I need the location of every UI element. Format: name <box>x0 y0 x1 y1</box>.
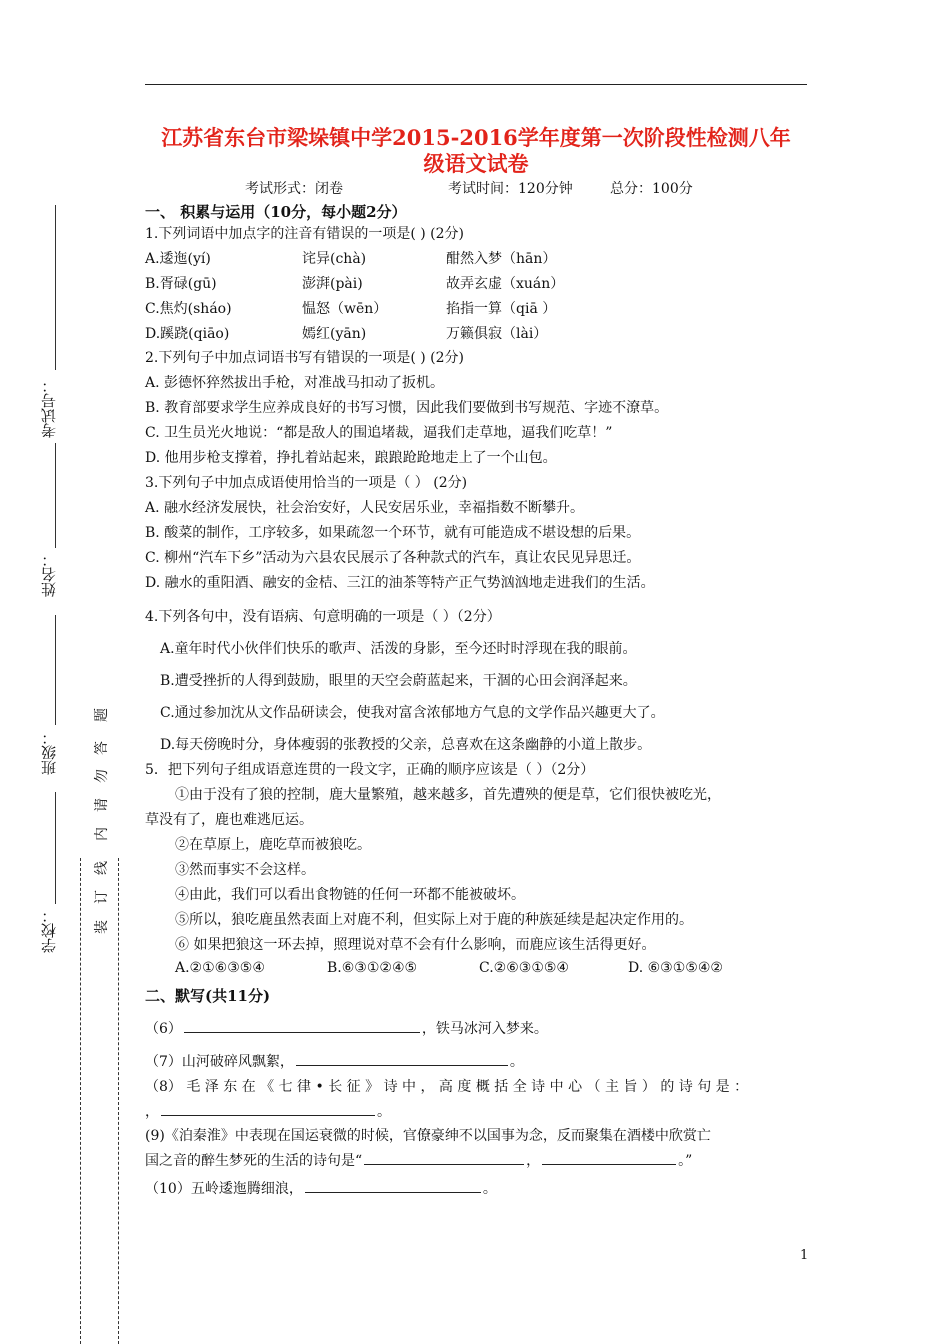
q2-option-a: A. 彭德怀猝然拔出手枪，对准战马扣动了扳机。 <box>145 375 445 391</box>
q2-stem: 2.下列句子中加点词语书写有错误的一项是( ) (2分) <box>145 350 465 366</box>
top-rule <box>145 84 807 85</box>
q4-option-d: D.每天傍晚时分，身体瘦弱的张教授的父亲，总喜欢在这条幽静的小道上散步。 <box>160 737 652 753</box>
q1-row4-col1: D.蹊跷(qiāo) <box>145 326 230 342</box>
q10-answer-blank[interactable] <box>305 1178 481 1193</box>
q9-line2 <box>145 1150 692 1171</box>
exam-no-label: 考试号： <box>40 378 58 438</box>
q1-row4-col2: 嫣红(yān) <box>302 326 367 342</box>
q5-choice-d: D. ⑥③①⑤④② <box>628 960 723 976</box>
q10-prefix: （10）五岭逶迤腾细浪， <box>145 1181 303 1197</box>
exam-no-line <box>55 205 56 370</box>
q9-prefix: 国之音的醉生梦死的生活的诗句是“ <box>145 1153 363 1169</box>
q1-row3-col3: 掐指一算（qiā ） <box>446 301 557 317</box>
q1-row2-col2: 澎湃(pài) <box>302 276 363 292</box>
q8-prefix: ， <box>145 1104 159 1120</box>
q9-answer-blank-1[interactable] <box>364 1150 524 1165</box>
q5-sentence-6: ⑥ 如果把狼这一环去掉，照理说对草不会有什么影响，而鹿应该生活得更好。 <box>175 937 656 953</box>
binding-warning-char-4: 请 <box>94 798 110 812</box>
binding-warning-char-3: 勿 <box>94 769 110 783</box>
q9-suffix: 。” <box>678 1153 693 1169</box>
q3-option-b: B. 酸菜的制作，工序较多，如果疏忽一个环节，就有可能造成不堪设想的后果。 <box>145 525 641 541</box>
name-label: 姓名： <box>40 552 58 597</box>
q6-line <box>145 1018 548 1039</box>
section1-heading: 一、 积累与运用（10分，每小题2分） <box>145 203 407 221</box>
q2-option-d: D. 他用步枪支撑着，挣扎着站起来，踉踉跄跄地走上了一个山包。 <box>145 450 557 466</box>
q4-option-c: C.通过参加沈从文作品研读会，使我对富含浓郁地方气息的文学作品兴趣更大了。 <box>160 705 665 721</box>
binding-dashed-line-inner <box>118 858 119 1344</box>
q5-stem: 5．把下列句子组成语意连贯的一段文字，正确的顺序应该是（ ）（2分） <box>145 762 595 778</box>
q8-line2 <box>145 1101 391 1122</box>
q9-answer-blank-2[interactable] <box>542 1150 676 1165</box>
q5-sentence-4: ④由此，我们可以看出食物链的任何一环都不能被破坏。 <box>175 887 525 903</box>
q8-line1: （8） 毛 泽 东 在 《 七 律 • 长 征 》 诗 中 ， 高 度 概 括 全 诗 中 心 （ 主 旨 ） 的 诗 句 是 ： <box>145 1079 749 1095</box>
q2-option-c: C. 卫生员光火地说：“都是敌人的围追堵裁，逼我们走草地，逼我们吃草！” <box>145 425 613 441</box>
q2-option-b: B. 教育部要求学生应养成良好的书写习惯，因此我们要做到书写规范、字迹不潦草。 <box>145 400 669 416</box>
q5-choice-c: C.②⑥③①⑤④ <box>479 960 569 976</box>
q1-row1-col2: 诧异(chà) <box>302 251 367 267</box>
q1-row3-col1: C.焦灼(sháo) <box>145 301 232 317</box>
q1-row4-col3: 万籁俱寂（lài） <box>446 326 548 342</box>
q1-row2-col1: B.胥碌(gū) <box>145 276 217 292</box>
exam-time: 考试时间：120分钟 <box>448 181 573 197</box>
binding-warning-char-7: 订 <box>94 890 110 904</box>
class-line <box>55 615 56 725</box>
q9-mid: ， <box>526 1153 541 1169</box>
q6-suffix: ，铁马冰河入梦来。 <box>421 1021 548 1037</box>
binding-dashed-line-outer <box>80 858 81 1344</box>
q7-line <box>145 1051 524 1072</box>
q3-option-d: D. 融水的重阳酒、融安的金桔、三江的油茶等特产正气势汹汹地走进我们的生活。 <box>145 575 655 591</box>
q5-choice-a: A.②①⑥③⑤④ <box>175 960 265 976</box>
q1-row1-col1: A.逶迤(yí) <box>145 251 211 267</box>
page-number: 1 <box>800 1248 809 1263</box>
q4-option-a: A.童年时代小伙伴们快乐的歌声、活泼的身影，至今还时时浮现在我的眼前。 <box>160 641 637 657</box>
binding-warning-char-2: 答 <box>94 741 110 755</box>
q5-sentence-5: ⑤所以，狼吃鹿虽然表面上对鹿不利，但实际上对于鹿的种族延续是起决定作用的。 <box>175 912 693 928</box>
q7-answer-blank[interactable] <box>296 1051 508 1066</box>
q10-line <box>145 1178 497 1199</box>
q5-sentence-1: ①由于没有了狼的控制，鹿大量繁殖，越来越多，首先遭殃的便是草，它们很快被吃光， <box>175 787 721 803</box>
binding-warning-char-6: 线 <box>94 861 110 875</box>
q6-prefix: （6） <box>145 1021 182 1037</box>
q9-line1: (9)《泊秦淮》中表现在国运衰微的时候，官僚豪绅不以国事为念，反而聚集在酒楼中欣赏亡 <box>145 1128 711 1144</box>
q7-suffix: 。 <box>509 1054 524 1070</box>
binding-warning-char-5: 内 <box>94 827 110 841</box>
exam-form: 考试形式：闭卷 <box>245 181 343 197</box>
exam-score: 总分：100分 <box>610 181 693 197</box>
q5-choice-b: B.⑥③①②④⑤ <box>327 960 418 976</box>
q8-suffix: 。 <box>377 1104 391 1120</box>
school-label: 学校： <box>40 908 58 953</box>
section2-heading: 二、默写(共11分) <box>145 987 271 1005</box>
q3-option-c: C. 柳州“汽车下乡”活动为六县农民展示了各种款式的汽车，真让农民见异思迁。 <box>145 550 641 566</box>
binding-warning-char-8: 装 <box>94 920 110 934</box>
q3-stem: 3.下列句子中加点成语使用恰当的一项是（ ） (2分) <box>145 475 468 491</box>
q1-row3-col2: 愠怒（wēn） <box>302 301 388 317</box>
q5-sentence-1-cont: 草没有了，鹿也难逃厄运。 <box>145 812 313 828</box>
q1-stem: 1.下列词语中加点字的注音有错误的一项是( ) (2分) <box>145 226 465 242</box>
q10-suffix: 。 <box>482 1181 497 1197</box>
class-label: 班级： <box>40 730 58 775</box>
q1-row2-col3: 故弄玄虚（xuán） <box>446 276 565 292</box>
q5-sentence-2: ②在草原上，鹿吃草而被狼吃。 <box>175 837 371 853</box>
q4-stem: 4.下列各句中，没有语病、句意明确的一项是（ ）（2分） <box>145 609 501 625</box>
q4-option-b: B.遭受挫折的人得到鼓励，眼里的天空会蔚蓝起来，干涸的心田会润泽起来。 <box>160 673 637 689</box>
q8-answer-blank[interactable] <box>161 1101 375 1116</box>
q7-prefix: （7）山河破碎风飘絮， <box>145 1054 294 1070</box>
binding-warning-char-1: 题 <box>94 708 110 722</box>
q1-row1-col3: 酣然入梦（hān） <box>446 251 557 267</box>
page-title-line2: 级语文试卷 <box>423 151 529 176</box>
q6-answer-blank[interactable] <box>184 1018 420 1033</box>
page-title-line1: 江苏省东台市梁垛镇中学2015-2016学年度第一次阶段性检测八年 <box>161 125 791 150</box>
q5-sentence-3: ③然而事实不会这样。 <box>175 862 315 878</box>
name-line <box>55 443 56 548</box>
q3-option-a: A. 融水经济发展快，社会治安好，人民安居乐业，幸福指数不断攀升。 <box>145 500 585 516</box>
school-line <box>55 792 56 904</box>
